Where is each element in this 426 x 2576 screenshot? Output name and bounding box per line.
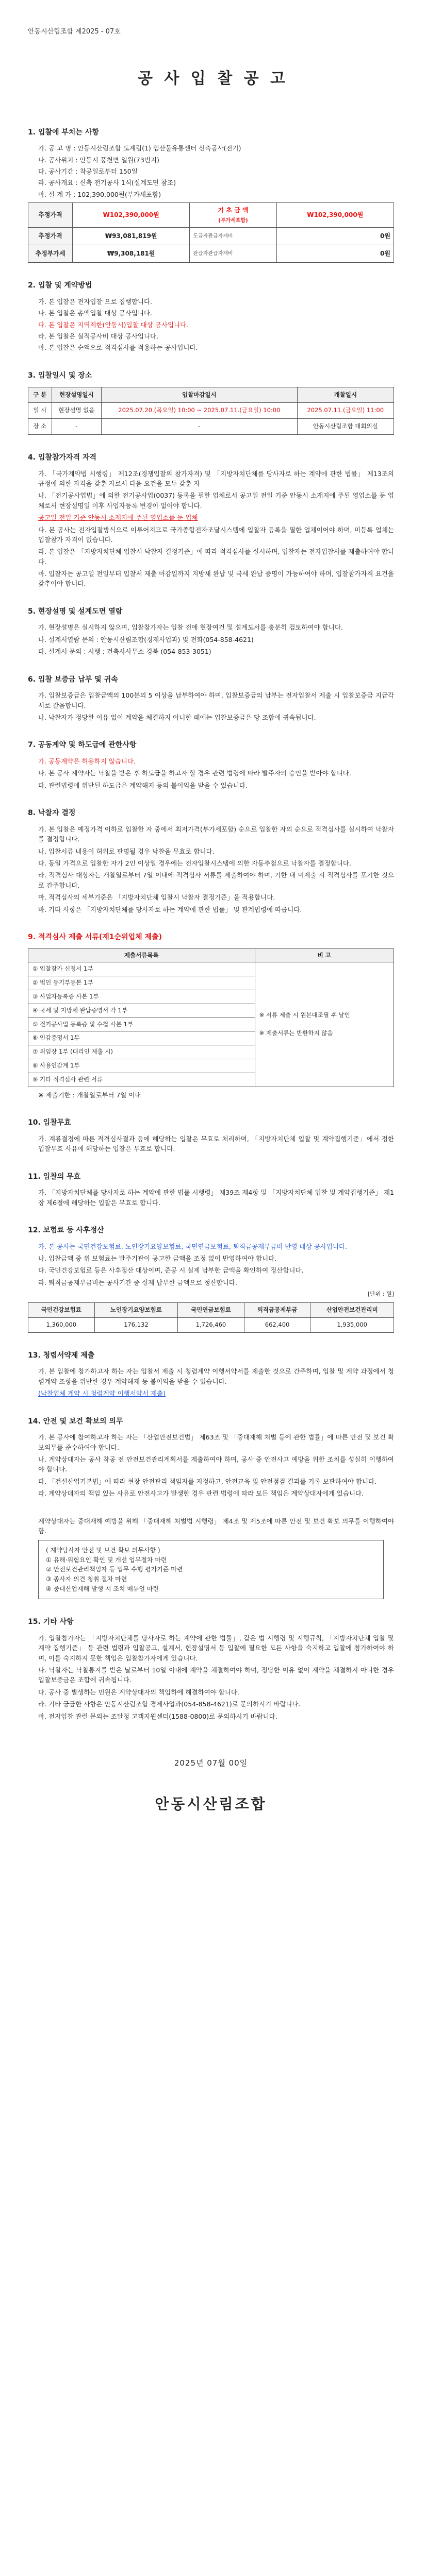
table-cell: 176,132 bbox=[94, 1317, 178, 1332]
section-title: 12. 보험료 등 사후정산 bbox=[28, 1226, 104, 1234]
section-15 bbox=[28, 1617, 394, 1721]
paragraph: 계약상대자는 중대재해 예방을 위해 「중대재해 처벌법 시행령」 제4조 및 제5조에 따른 안전 및 보건 확보 의무를 이행하여야 함. bbox=[38, 1517, 394, 1535]
insurance-fee-table bbox=[28, 1302, 394, 1333]
table-cell: ⑧ 사용인감계 1부 bbox=[28, 1059, 255, 1073]
list-item: 다. 설계서 문의 : 시행 : 건축사사무소 경북 (054-853-3051) bbox=[38, 648, 211, 656]
section-4 bbox=[28, 452, 394, 589]
highlight-text: 공고일 전일 기준 안동시 소재지에 주된 영업소를 둔 업체 bbox=[38, 514, 198, 522]
list-item: 라. 기타 궁금한 사항은 안동시산림조합 경제사업과(054-858-4621)로 문의하시기 바랍니다. bbox=[38, 1700, 301, 1708]
list-item: 라. 적격심사 대상자는 개찰일로부터 7일 이내에 적격심사 서류를 제출하여야 하며, 기한 내 미제출 시 적격심사를 포기한 것으로 간주합니다. bbox=[38, 871, 394, 889]
section-6 bbox=[28, 674, 394, 723]
table-cell: 안동시산림조합 대회의실 bbox=[297, 419, 394, 435]
table-header-row bbox=[28, 387, 394, 403]
section-title: 6. 입찰 보증금 납부 및 귀속 bbox=[28, 675, 118, 684]
table-cell: 2025.07.11.(금요일) 11:00 bbox=[297, 403, 394, 419]
list-item: 나. 낙찰자가 정당한 이유 없이 계약을 체결하지 아니한 때에는 입찰보증금은 당 조합에 귀속됩니다. bbox=[38, 714, 316, 721]
unit-label: [단위 : 원] bbox=[367, 1291, 394, 1298]
list-item: 가. 본 입찰은 전자입찰 으로 집행합니다. bbox=[38, 297, 153, 306]
box-line: ③ 종사자 의견 청취 절차 마련 bbox=[46, 1575, 127, 1583]
note-text: ※ 제출기한 : 개찰일로부터 7일 이내 bbox=[38, 1091, 141, 1099]
section-title: 4. 입찰참가자격 자격 bbox=[28, 453, 96, 462]
notice-content bbox=[28, 127, 394, 1816]
column-header: 제출서류목록 bbox=[28, 948, 255, 962]
list-item: 나. 설계서열람 문의 : 안동시산림조합(경제사업과) 및 전화(054-858-4621) bbox=[38, 635, 254, 643]
section-title: 15. 기타 사항 bbox=[28, 1618, 74, 1626]
section-title: 8. 낙찰자 결정 bbox=[28, 809, 76, 818]
column-header: 노인장기요양보험료 bbox=[94, 1303, 178, 1318]
list-item: 가. 본 입찰에 참가하고자 하는 자는 입찰서 제출 시 청렴계약 이행서약서를 제출한 것으로 간주하며, 입찰 및 계약 과정에서 청렴계약 조항을 위반한 경우 계약해제 등 불이익을 받을 수 있습니다. bbox=[38, 1367, 394, 1385]
organization-name: 안동시산림조합 bbox=[155, 1795, 267, 1813]
list-item: 다. 국민건강보험료 등은 사후정산 대상이며, 준공 시 실제 납부한 금액을 확인하여 정산합니다. bbox=[38, 1266, 304, 1275]
table-row bbox=[28, 203, 394, 228]
section-3 bbox=[28, 370, 394, 435]
price-label: 추정가격 bbox=[28, 203, 73, 228]
column-header: 구 분 bbox=[28, 387, 52, 403]
column-header: 개찰일시 bbox=[297, 387, 394, 403]
list-item: 다. 본 입찰은 지역제한(안동시)입찰 대상 공사입니다. bbox=[38, 320, 189, 329]
column-header: 국민건강보험료 bbox=[28, 1303, 95, 1318]
table-cell: 1,360,000 bbox=[28, 1317, 95, 1332]
list-item: 가. 입찰참가자는 「지방자치단체를 당사자로 하는 계약에 관한 법률」, 같은 법 시행령 및 시행규칙, 「지방자치단체 입찰 및 계약 집행기준」 등 관련 법령과 입찰공고, 설계서, 현장설명서 등 입찰에 필요한 모든 사항을 숙지하고 입찰에 참가하여야 하며, 이를 숙지하지 못한 책임은 입찰참가자에게 있습니다. bbox=[38, 1634, 394, 1662]
list-item: 가. 공 고 명 : 안동시산림조합 도계림(1) 임산물유통센터 신축공사(전기) bbox=[38, 144, 241, 152]
list-item: 나. 입찰서류 내용이 허위로 판명될 경우 낙찰을 무효로 합니다. bbox=[38, 847, 215, 855]
section-title: 9. 적격심사 제출 서류(제1순위업체 제출) bbox=[28, 933, 162, 941]
table-cell: ① 입찰참가 신청서 1부 bbox=[28, 962, 255, 976]
list-item: 라. 계약상대자의 책임 있는 사유로 안전사고가 발생한 경우 관련 법령에 따라 모든 책임은 계약상대자에게 있습니다. bbox=[38, 1489, 364, 1498]
list-item: 나. 계약상대자는 공사 착공 전 안전보건관리계획서를 제출하여야 하며, 공사 중 안전사고 예방을 위한 조치를 성실히 이행하여야 합니다. bbox=[38, 1455, 394, 1473]
box-line: ② 안전보건관리책임자 등 업무 수행 평가기준 마련 bbox=[46, 1566, 183, 1573]
table-row bbox=[28, 962, 394, 976]
list-item: 다. 「건설산업기본법」에 따라 현장 안전관리 책임자를 지정하고, 안전교육 및 안전점검 결과를 기록 보관하여야 합니다. bbox=[38, 1477, 377, 1485]
list-item: 나. 낙찰자는 낙찰통지를 받은 날로부터 10일 이내에 계약을 체결하여야 하며, 정당한 이유 없이 계약을 체결하지 아니한 경우 입찰보증금은 조합에 귀속됩니다. bbox=[38, 1666, 394, 1684]
price-value: ₩102,390,000원 bbox=[73, 203, 190, 228]
list-item: 다. 관련법령에 위반된 하도급은 계약해지 등의 불이익을 받을 수 있습니다. bbox=[38, 781, 248, 789]
list-item: 가. 공동계약은 허용하지 않습니다. bbox=[38, 757, 136, 766]
price-label: 추정가격 bbox=[28, 228, 73, 245]
doc-number: 안동시산림조합 제2025 - 07호 bbox=[28, 28, 121, 36]
section-title: 14. 안전 및 보건 확보의 의무 bbox=[28, 1417, 123, 1426]
table-cell: ⑥ 인감증명서 1부 bbox=[28, 1031, 255, 1045]
section-title: 11. 입찰의 무효 bbox=[28, 1172, 81, 1181]
list-item: 나. 입찰금액 중 위 보험료는 발주기관이 공고한 금액을 조정 없이 반영하여야 합니다. bbox=[38, 1255, 277, 1262]
price-value: ₩93,081,819원 bbox=[73, 228, 190, 245]
list-item: 나. 본 입찰은 총액입찰 대상 공사입니다. bbox=[38, 309, 153, 317]
schedule-table bbox=[28, 387, 394, 435]
section-2 bbox=[28, 280, 394, 353]
list-item: 라. 본 입찰은 「지방자치단체 입찰시 낙찰자 결정기준」에 따라 적격심사를 실시하며, 입찰자는 전자입찰서를 제출하여야 합니다. bbox=[38, 548, 394, 566]
section-14 bbox=[28, 1416, 394, 1499]
box-line: ④ 중대산업재해 발생 시 조치 매뉴얼 마련 bbox=[46, 1585, 159, 1592]
highlight-text: (낙찰업체 계약 시 청렴계약 이행서약서 제출) bbox=[38, 1389, 166, 1398]
material-label: 도급자관급자재비 bbox=[190, 228, 276, 245]
list-item: 마. 적격심사의 세부기준은 「지방자치단체 입찰시 낙찰자 결정기준」을 적용합니다. bbox=[38, 893, 275, 902]
section-1 bbox=[28, 127, 394, 263]
table-cell: - bbox=[52, 419, 102, 435]
table-cell: ④ 국세 및 지방세 완납증명서 각 1부 bbox=[28, 1004, 255, 1018]
base-amount-label: 기 초 금 액 (부가세포함) bbox=[190, 203, 276, 228]
base-amount-value: ₩102,390,000원 bbox=[276, 203, 394, 228]
material-value: 0원 bbox=[276, 245, 394, 263]
list-item: 라. 공사개요 : 신축 전기공사 1식(설계도면 참조) bbox=[38, 179, 176, 187]
box-line: ( 계약당사자 안전 및 보건 확보 의무사항 ) bbox=[46, 1547, 160, 1554]
table-cell: 1,726,460 bbox=[178, 1317, 244, 1332]
section-title: 13. 청렴서약제 제출 bbox=[28, 1351, 95, 1360]
material-label: 관급자관급자재비 bbox=[190, 245, 276, 263]
section-title: 7. 공동계약 및 하도급에 관한사항 bbox=[28, 741, 137, 750]
table-cell: 장 소 bbox=[28, 419, 52, 435]
column-header: 입찰마감일시 bbox=[102, 387, 297, 403]
table-row bbox=[28, 245, 394, 263]
list-item: 다. 공사기간 : 착공일로부터 150일 bbox=[38, 167, 138, 175]
list-item: 라. 본 입찰은 실적공사비 대상 공사입니다. bbox=[38, 332, 159, 341]
table-cell: 662,400 bbox=[244, 1317, 310, 1332]
section-title: 10. 입찰무효 bbox=[28, 1118, 71, 1127]
table-cell: - bbox=[102, 419, 297, 435]
list-item: 가. 「국가계약법 시행령」 제12조(경쟁입찰의 참가자격) 및 「지방자치단체를 당사자로 하는 계약에 관한 법률」 제13조의 규정에 의한 자격을 갖춘 자로서 다음 요건을 모두 갖춘 자 bbox=[38, 469, 394, 487]
table-cell: 일 시 bbox=[28, 403, 52, 419]
table-cell: ※ 서류 제출 시 원본대조필 후 날인 ※ 제출서류는 반환하지 않음 bbox=[255, 962, 394, 1087]
list-item: 가. 입찰보증금은 입찰금액의 100분의 5 이상을 납부하여야 하며, 입찰보증금의 납부는 전자입찰서 제출 시 입찰보증금 지급각서로 갈음합니다. bbox=[38, 691, 394, 709]
section-12 bbox=[28, 1225, 394, 1333]
section-title: 1. 입찰에 부치는 사항 bbox=[28, 128, 99, 137]
list-item: 가. 「지방자치단체를 당사자로 하는 계약에 관한 법률 시행령」 제39조 제4항 및 「지방자치단체 입찰 및 계약집행기준」 제1장 제6절에 해당하는 입찰은 무효로 합니다. bbox=[38, 1189, 394, 1207]
list-item: 마. 설 계 가 : 102,390,000원(부가세포함) bbox=[38, 190, 161, 198]
section-10 bbox=[28, 1117, 394, 1154]
section-5 bbox=[28, 606, 394, 657]
page-title: 공 사 입 찰 공 고 bbox=[137, 70, 289, 88]
safety-duties-box bbox=[38, 1540, 384, 1599]
price-summary-table bbox=[28, 202, 394, 263]
section-14-safety bbox=[28, 1516, 394, 1600]
list-item: 가. 본 공사에 참여하고자 하는 자는 「산업안전보건법」 제63조 및 「중대재해 처벌 등에 관한 법률」에 따른 안전 및 보건 확보의무를 준수하여야 합니다. bbox=[38, 1433, 394, 1451]
table-cell: ⑦ 위임장 1부 (대리인 제출 시) bbox=[28, 1045, 255, 1059]
column-header: 비 고 bbox=[255, 948, 394, 962]
list-item: 다. 공사 중 발생하는 민원은 계약상대자의 책임하에 해결하여야 합니다. bbox=[38, 1688, 239, 1696]
list-item: 가. 본 공사는 국민건강보험료, 노인장기요양보험료, 국민연금보험료, 퇴직금공제부금비 반영 대상 공사입니다. bbox=[38, 1242, 348, 1250]
documents-table bbox=[28, 948, 394, 1087]
table-cell: 현장설명 없음 bbox=[52, 403, 102, 419]
section-title: 5. 현장설명 및 설계도면 열람 bbox=[28, 607, 123, 616]
list-item: 마. 입찰자는 공고일 전일부터 입찰서 제출 마감일까지 지방세 완납 및 국세 완납 증명이 가능하여야 하며, 입찰참가자격 요건을 갖추어야 합니다. bbox=[38, 570, 394, 588]
material-value: 0원 bbox=[276, 228, 394, 245]
column-header: 퇴직금공제부금 bbox=[244, 1303, 310, 1318]
table-cell: 2025.07.20.(목요일) 10:00 ~ 2025.07.11.(금요일) 10:00 bbox=[102, 403, 297, 419]
list-item: 마. 본 입찰은 순액으로 적격심사를 적용하는 공사입니다. bbox=[38, 344, 198, 352]
section-8 bbox=[28, 808, 394, 914]
list-item: 가. 계룡결정에 따른 적격심사결과 등에 해당하는 입찰은 무효로 처리하며, 「지방자치단체 입찰 및 계약집행기준」에서 정한 입찰무효 사유에 해당하는 입찰은 무효로 합니다. bbox=[38, 1134, 394, 1153]
table-row bbox=[28, 403, 394, 419]
list-item: 가. 본 입찰은 예정가격 이하로 입찰한 자 중에서 최저가격(부가세포함) 순으로 입찰한 자의 순으로 적격심사를 실시하여 낙찰자를 결정합니다. bbox=[38, 825, 394, 843]
list-item: 다. 본 공사는 전자입찰방식으로 이루어지므로 국가종합전자조달시스템에 입찰자 등록을 필한 업체이어야 하며, 미등록 업체는 입찰참가 자격이 없습니다. bbox=[38, 526, 394, 544]
column-header: 국민연금보험료 bbox=[178, 1303, 244, 1318]
list-item: 바. 기타 사항은 「지방자치단체를 당사자로 하는 계약에 관한 법률」 및 관계법령에 따릅니다. bbox=[38, 905, 302, 913]
price-value: ₩9,308,181원 bbox=[73, 245, 190, 263]
table-cell: ⑨ 기타 적격심사 관련 서류 bbox=[28, 1073, 255, 1087]
notice-date: 2025년 07월 00일 bbox=[174, 1758, 248, 1768]
table-cell: 1,935,000 bbox=[310, 1317, 394, 1332]
box-line: ① 유해·위험요인 확인 및 개선 업무절차 마련 bbox=[46, 1556, 167, 1564]
column-header: 현장설명일시 bbox=[52, 387, 102, 403]
list-item: 나. 본 공사 계약자는 낙찰을 받은 후 하도급을 하고자 할 경우 관련 법령에 따라 발주자의 승인을 받아야 합니다. bbox=[38, 769, 351, 777]
section-13 bbox=[28, 1350, 394, 1399]
list-item: 마. 전자입찰 관련 문의는 조달청 고객지원센터(1588-0800)로 문의하시기 바랍니다. bbox=[38, 1712, 277, 1720]
list-item: 나. 「전기공사업법」에 의한 전기공사업(0037) 등록을 필한 업체로서 공고일 전일 기준 안동시 소재지에 주된 영업소를 둔 업체로서 현장설명일 이후 사업자등록 변경이 없어야 합니다. bbox=[38, 492, 394, 510]
table-header-row bbox=[28, 1303, 394, 1318]
table-cell: ⑤ 전기공사업 등록증 및 수첩 사본 1부 bbox=[28, 1018, 255, 1031]
section-11 bbox=[28, 1172, 394, 1208]
table-cell: ② 법인 등기부등본 1부 bbox=[28, 976, 255, 990]
table-row bbox=[28, 228, 394, 245]
price-label: 추정부가세 bbox=[28, 245, 73, 263]
list-item: 가. 현장설명은 실시하지 않으며, 입찰참가자는 입찰 전에 현장여건 및 설계도서를 충분히 검토하여야 합니다. bbox=[38, 623, 343, 632]
section-9 bbox=[28, 932, 394, 1100]
section-title: 2. 입찰 및 계약방법 bbox=[28, 281, 92, 290]
section-7 bbox=[28, 740, 394, 790]
section-title: 3. 입찰일시 및 장소 bbox=[28, 371, 92, 380]
table-header-row bbox=[28, 948, 394, 962]
table-row bbox=[28, 1317, 394, 1332]
table-row bbox=[28, 419, 394, 435]
column-header: 산업안전보건관리비 bbox=[310, 1303, 394, 1318]
list-item: 나. 공사위치 : 안동시 풍천면 일원(73번지) bbox=[38, 156, 159, 164]
list-item: 라. 퇴직금공제부금비는 공사기간 중 실제 납부한 금액으로 정산합니다. bbox=[38, 1278, 237, 1286]
table-cell: ③ 사업자등록증 사본 1부 bbox=[28, 990, 255, 1004]
list-item: 다. 동일 가격으로 입찰한 자가 2인 이상일 경우에는 전자입찰시스템에 의한 자동추첨으로 낙찰자를 결정합니다. bbox=[38, 859, 351, 867]
